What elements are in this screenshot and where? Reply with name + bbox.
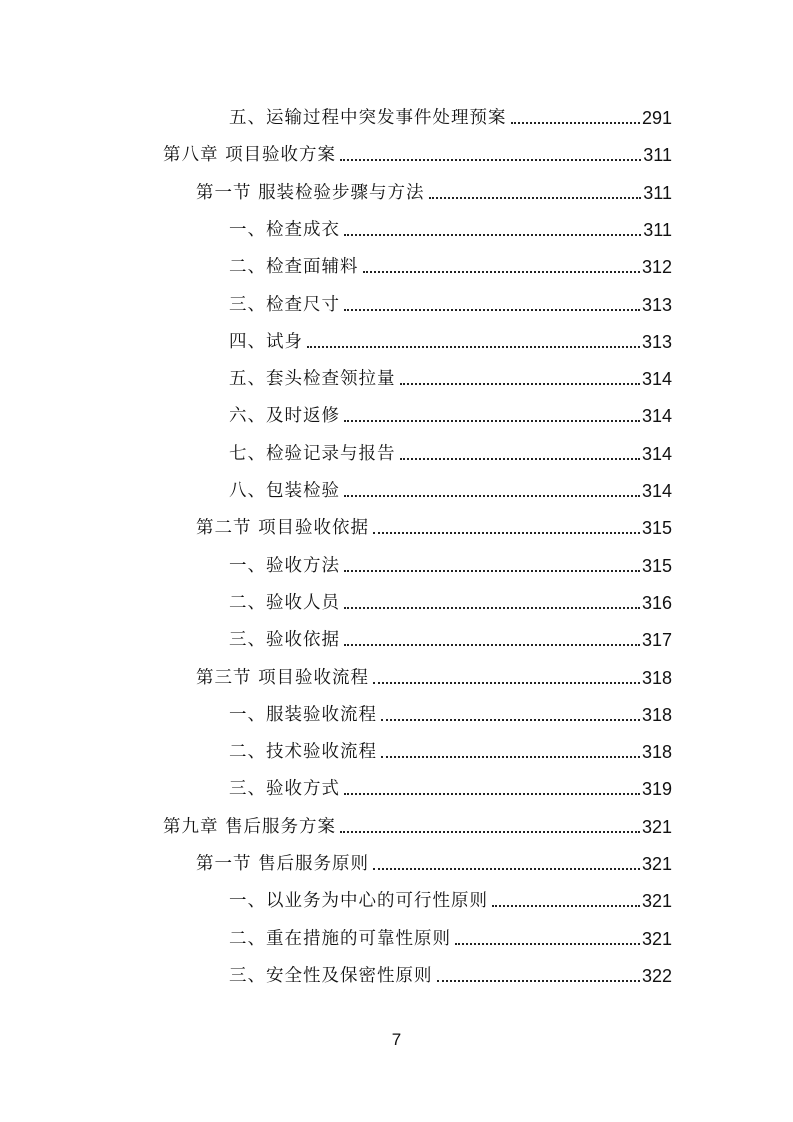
toc-entry-title: 一、验收方法 bbox=[229, 555, 340, 576]
toc-entry-page: 321 bbox=[641, 854, 672, 874]
toc-entry-title: 二、技术验收流程 bbox=[229, 742, 377, 763]
toc-dot-leader bbox=[363, 270, 640, 273]
toc-entry[interactable] bbox=[163, 137, 672, 174]
toc-entry-title: 三、验收方式 bbox=[229, 779, 340, 800]
toc-entry[interactable] bbox=[229, 398, 672, 435]
toc-entry-page: 313 bbox=[641, 294, 672, 315]
toc-entry-page: 319 bbox=[641, 779, 672, 800]
toc-dot-leader bbox=[373, 531, 640, 534]
toc-entry-title: 八、包装检验 bbox=[229, 481, 340, 501]
toc-dot-leader bbox=[429, 196, 642, 199]
toc-dot-leader bbox=[373, 867, 640, 870]
toc-dot-leader bbox=[373, 681, 640, 684]
toc-entry[interactable] bbox=[196, 175, 672, 212]
toc-entry[interactable] bbox=[229, 473, 672, 510]
toc-entry-page: 315 bbox=[641, 555, 672, 576]
toc-entry-title: 一、检查成衣 bbox=[229, 219, 340, 240]
toc-entry-title: 六、及时返修 bbox=[229, 406, 340, 427]
toc-dot-leader bbox=[344, 792, 640, 795]
toc-entry[interactable] bbox=[229, 100, 672, 137]
toc-entry-title: 第九章 售后服务方案 bbox=[163, 816, 337, 837]
toc-entry-page: 291 bbox=[641, 108, 672, 128]
toc-dot-leader bbox=[400, 382, 640, 385]
toc-entry-title: 第八章 项目验收方案 bbox=[163, 145, 337, 166]
toc-entry-page: 312 bbox=[641, 257, 672, 278]
toc-entry-page: 314 bbox=[641, 481, 672, 501]
toc-entry[interactable] bbox=[229, 921, 672, 958]
toc-entry-page: 321 bbox=[641, 928, 672, 949]
toc-dot-leader bbox=[492, 904, 640, 907]
toc-entry-title: 二、检查面辅料 bbox=[229, 257, 359, 278]
toc-entry-page: 318 bbox=[641, 742, 672, 763]
toc-entry[interactable] bbox=[229, 958, 672, 995]
toc-dot-leader bbox=[344, 419, 640, 422]
toc-entry-page: 314 bbox=[641, 406, 672, 427]
toc-dot-leader bbox=[455, 942, 640, 945]
toc-entry-page: 311 bbox=[643, 219, 672, 240]
toc-entry-page: 318 bbox=[641, 704, 672, 725]
toc-entry[interactable] bbox=[163, 809, 672, 846]
toc-entry[interactable] bbox=[196, 846, 672, 883]
toc-entry[interactable] bbox=[196, 510, 672, 547]
toc-dot-leader bbox=[344, 308, 640, 311]
toc-entry-title: 五、套头检查领拉量 bbox=[229, 369, 396, 390]
toc-entry[interactable] bbox=[229, 324, 672, 361]
toc-entry-title: 二、重在措施的可靠性原则 bbox=[229, 928, 451, 949]
toc-entry-title: 七、检验记录与报告 bbox=[229, 443, 396, 464]
toc-dot-leader bbox=[511, 121, 640, 124]
toc-entry-page: 315 bbox=[641, 518, 672, 539]
toc-entry-page: 311 bbox=[643, 145, 672, 166]
toc-entry-title: 第一节 服装检验步骤与方法 bbox=[196, 182, 425, 203]
toc-entry[interactable] bbox=[229, 287, 672, 324]
toc-entry-page: 314 bbox=[641, 443, 672, 464]
toc-entry[interactable] bbox=[229, 249, 672, 286]
toc-entry[interactable] bbox=[229, 436, 672, 473]
toc-entry[interactable] bbox=[196, 660, 672, 697]
toc-entry-page: 314 bbox=[641, 369, 672, 390]
toc-entry[interactable] bbox=[229, 212, 672, 249]
toc-entry-title: 第一节 售后服务原则 bbox=[196, 854, 370, 874]
toc-entry[interactable] bbox=[229, 548, 672, 585]
toc-entry[interactable] bbox=[229, 734, 672, 771]
toc-entry-title: 一、以业务为中心的可行性原则 bbox=[229, 891, 488, 912]
toc-dot-leader bbox=[400, 457, 640, 460]
toc-entry-title: 五、运输过程中突发事件处理预案 bbox=[229, 108, 507, 128]
toc-dot-leader bbox=[344, 569, 640, 572]
toc-dot-leader bbox=[307, 345, 640, 348]
toc-dot-leader bbox=[381, 755, 640, 758]
page-number: 7 bbox=[391, 1030, 402, 1049]
toc-entry-page: 321 bbox=[641, 816, 672, 837]
toc-entry[interactable] bbox=[229, 883, 672, 920]
toc-dot-leader bbox=[437, 979, 640, 982]
toc-entry-title: 三、检查尺寸 bbox=[229, 294, 340, 315]
toc-entry-title: 四、试身 bbox=[229, 331, 303, 352]
toc-dot-leader bbox=[344, 643, 640, 646]
toc-entry-title: 第二节 项目验收依据 bbox=[196, 518, 370, 539]
toc-entry-page: 317 bbox=[641, 630, 672, 651]
toc-entry[interactable] bbox=[229, 697, 672, 734]
toc-entry[interactable] bbox=[229, 771, 672, 808]
toc-entry-title: 二、验收人员 bbox=[229, 592, 340, 613]
toc-dot-leader bbox=[340, 158, 641, 161]
toc-entry-title: 一、服装验收流程 bbox=[229, 704, 377, 725]
toc-entry-page: 318 bbox=[641, 667, 672, 688]
toc-entry[interactable] bbox=[229, 585, 672, 622]
toc-dot-leader bbox=[344, 233, 641, 236]
toc-dot-leader bbox=[344, 606, 640, 609]
toc-entry[interactable] bbox=[229, 361, 672, 398]
toc-entry[interactable] bbox=[229, 622, 672, 659]
toc-entry-title: 三、安全性及保密性原则 bbox=[229, 965, 433, 986]
toc-dot-leader bbox=[381, 718, 640, 721]
toc-dot-leader bbox=[340, 830, 640, 833]
toc-entry-page: 316 bbox=[641, 592, 672, 613]
toc-entry-page: 321 bbox=[641, 891, 672, 912]
toc-entry-page: 311 bbox=[643, 182, 672, 203]
toc-entry-page: 313 bbox=[641, 331, 672, 352]
toc-entry-title: 三、验收依据 bbox=[229, 630, 340, 651]
toc-entry-title: 第三节 项目验收流程 bbox=[196, 667, 370, 688]
toc-entry-page: 322 bbox=[641, 965, 672, 986]
toc-dot-leader bbox=[344, 494, 640, 497]
